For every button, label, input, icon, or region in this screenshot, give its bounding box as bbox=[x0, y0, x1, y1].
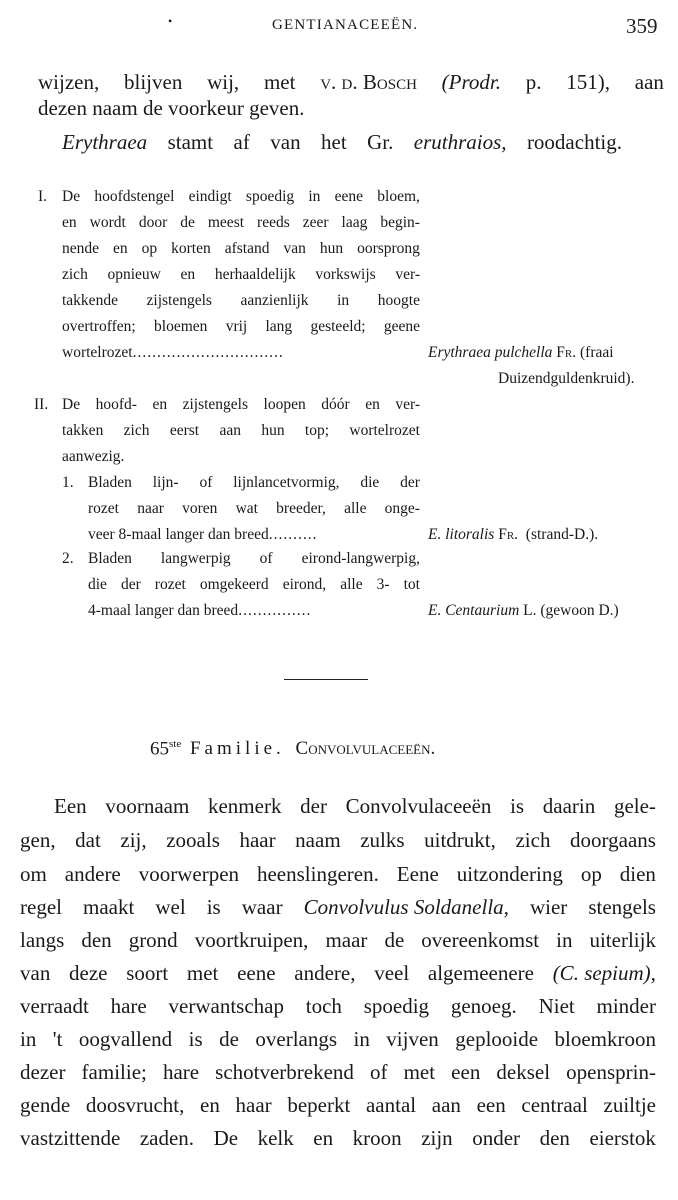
key-label-II: II. bbox=[34, 396, 49, 413]
word: de bbox=[384, 928, 405, 952]
word: kelk bbox=[257, 1126, 294, 1150]
word: takken bbox=[62, 422, 104, 439]
word: wat bbox=[235, 500, 258, 517]
word: omgekeerd bbox=[199, 576, 269, 593]
word: heenslingeren. bbox=[256, 862, 379, 886]
word: afstand bbox=[224, 240, 270, 257]
body-line-8 bbox=[20, 1027, 656, 1052]
word: hun bbox=[261, 422, 285, 439]
leader-dots: ............... bbox=[238, 602, 312, 619]
word: Bladen bbox=[88, 550, 132, 567]
word: op bbox=[141, 240, 158, 257]
key-label-1: 1. bbox=[62, 474, 74, 491]
key-I-line-2 bbox=[62, 214, 420, 232]
author-name: v. d. Bosch bbox=[320, 70, 417, 94]
word: minder bbox=[596, 994, 656, 1018]
key-II-last-line: aanwezig. bbox=[62, 448, 125, 465]
word: alle bbox=[344, 500, 367, 517]
word: rozet bbox=[88, 500, 119, 517]
key-I-result bbox=[428, 344, 614, 362]
word: overtroffen; bbox=[62, 318, 136, 335]
word: deze bbox=[69, 961, 108, 985]
word: begin- bbox=[380, 214, 420, 231]
word: in bbox=[308, 188, 321, 205]
body-line-5 bbox=[20, 928, 656, 953]
word: roodachtig. bbox=[526, 130, 622, 154]
body-line-4 bbox=[20, 895, 656, 920]
word: voren bbox=[182, 500, 218, 517]
word: hoogte bbox=[377, 292, 420, 309]
taxon-name: E. litoralis bbox=[428, 526, 495, 543]
body-line-7 bbox=[20, 994, 656, 1019]
word: is bbox=[510, 794, 525, 818]
word: die bbox=[360, 474, 380, 491]
word: zich bbox=[123, 422, 150, 439]
word: vrij bbox=[225, 318, 248, 335]
word: opnieuw bbox=[107, 266, 161, 283]
word: uitzondering bbox=[456, 862, 563, 886]
word: beperkt bbox=[287, 1093, 351, 1117]
body-line-10 bbox=[20, 1093, 656, 1118]
word: andere bbox=[64, 862, 121, 886]
word: den bbox=[539, 1126, 570, 1150]
word: der bbox=[400, 474, 420, 491]
word: Bladen bbox=[88, 474, 132, 491]
word: of bbox=[259, 550, 273, 567]
word bbox=[62, 130, 147, 155]
intro-line-3 bbox=[62, 130, 622, 155]
text-fragment: veer 8-maal langer dan breed bbox=[88, 526, 269, 543]
word: waar bbox=[241, 895, 283, 919]
word: den bbox=[81, 928, 112, 952]
word: wijzen, bbox=[38, 70, 100, 94]
word: top; bbox=[304, 422, 330, 439]
word: nende bbox=[62, 240, 100, 257]
word: Eene bbox=[396, 862, 439, 886]
word: zijstengels bbox=[182, 396, 249, 413]
word bbox=[442, 70, 501, 95]
page-number: 359 bbox=[626, 14, 658, 38]
common-name: (fraai bbox=[580, 344, 614, 361]
text-fragment: eruthraios, bbox=[413, 130, 507, 154]
text-fragment: 4-maal langer dan breed bbox=[88, 602, 239, 619]
word: vijven bbox=[386, 1027, 439, 1051]
body-line-11 bbox=[20, 1126, 656, 1151]
word: in bbox=[20, 1027, 37, 1051]
word: van bbox=[20, 961, 51, 985]
taxon-name: Convolvulus Soldanella, bbox=[303, 895, 509, 919]
word: overeenkomst bbox=[421, 928, 540, 952]
word: der bbox=[120, 576, 141, 593]
word: dien bbox=[619, 862, 656, 886]
word: eindigt bbox=[188, 188, 232, 205]
word: in bbox=[556, 928, 573, 952]
word: der bbox=[300, 794, 327, 818]
word: uiterlijk bbox=[589, 928, 656, 952]
word: oogvallend bbox=[78, 1027, 173, 1051]
word: een bbox=[476, 1093, 506, 1117]
word: zulks bbox=[360, 828, 405, 852]
taxon-author: Fr. bbox=[498, 526, 519, 543]
key-1-line-2 bbox=[88, 500, 420, 518]
key-1-line-1 bbox=[88, 474, 420, 492]
word: lijnlancetvormig, bbox=[233, 474, 340, 491]
key-1-result bbox=[428, 526, 598, 544]
intro-line-1 bbox=[38, 70, 664, 95]
word: vastzittende bbox=[20, 1126, 121, 1150]
word: Gr. bbox=[367, 130, 394, 154]
word: wier bbox=[529, 895, 568, 919]
taxon-name: Erythraea pulchella bbox=[428, 344, 553, 361]
word: in bbox=[337, 292, 350, 309]
word: schotverbrekend bbox=[215, 1060, 354, 1084]
word: eirond-langwerpig, bbox=[301, 550, 420, 567]
word: andere, bbox=[294, 961, 356, 985]
intro-line-2: dezen naam de voorkeur geven. bbox=[38, 96, 305, 120]
word: De bbox=[213, 1126, 239, 1150]
word: stamt bbox=[167, 130, 214, 154]
word: en bbox=[180, 266, 196, 283]
key-label-I: I. bbox=[38, 188, 48, 205]
leader-dots: ............................... bbox=[132, 344, 284, 361]
word: stengels bbox=[588, 895, 656, 919]
word: maakt bbox=[83, 895, 135, 919]
word: reeds bbox=[257, 214, 290, 231]
word: met bbox=[186, 961, 219, 985]
taxon-name: E. Centaurium bbox=[428, 602, 520, 619]
word: wel bbox=[155, 895, 186, 919]
word: met bbox=[263, 70, 296, 94]
word: zeer bbox=[302, 214, 329, 231]
word: kenmerk bbox=[207, 794, 282, 818]
word: 151), bbox=[566, 70, 611, 94]
word: daarin bbox=[542, 794, 596, 818]
word: aan bbox=[431, 1093, 461, 1117]
word: eirond, bbox=[282, 576, 327, 593]
word: veel bbox=[374, 961, 410, 985]
word: gele- bbox=[613, 794, 656, 818]
word: dóór bbox=[321, 396, 350, 413]
word: zuiltje bbox=[603, 1093, 656, 1117]
body-line-3 bbox=[20, 862, 656, 887]
word: en bbox=[365, 396, 380, 413]
word: en bbox=[200, 1093, 220, 1117]
word: aan bbox=[219, 422, 241, 439]
header-mark: • bbox=[168, 14, 173, 28]
word: om bbox=[20, 862, 47, 886]
key-label-2: 2. bbox=[62, 550, 74, 567]
word: Niet bbox=[538, 994, 575, 1018]
word: oorsprong bbox=[357, 240, 420, 257]
word: opensprin- bbox=[566, 1060, 656, 1084]
word: bloem, bbox=[377, 188, 420, 205]
body-line-1 bbox=[54, 794, 656, 819]
word: eene bbox=[237, 961, 276, 985]
word: is bbox=[188, 1027, 203, 1051]
word: wordt bbox=[89, 214, 126, 231]
word: aanzienlijk bbox=[240, 292, 309, 309]
word: gende bbox=[20, 1093, 71, 1117]
word: spoedig bbox=[245, 188, 295, 205]
word: De bbox=[62, 188, 81, 205]
word: en bbox=[313, 1126, 334, 1150]
body-line-2 bbox=[20, 828, 656, 853]
word: door bbox=[138, 214, 168, 231]
key-I-common-cont: Duizendguldenkruid). bbox=[498, 370, 635, 387]
word: eene bbox=[334, 188, 364, 205]
word: langwerpig bbox=[160, 550, 231, 567]
word: zooals bbox=[166, 828, 220, 852]
word: vorkswijs bbox=[315, 266, 376, 283]
word: en bbox=[152, 396, 168, 413]
word: p. bbox=[525, 70, 542, 94]
taxon-author: L. bbox=[523, 602, 537, 619]
word: 3- bbox=[376, 576, 390, 593]
word: bloemen bbox=[154, 318, 208, 335]
word: meest bbox=[207, 214, 245, 231]
text-fragment: (Prodr. bbox=[441, 70, 501, 94]
family-number-suffix: ste bbox=[169, 738, 182, 750]
word: van bbox=[283, 240, 306, 257]
word: ver- bbox=[395, 266, 420, 283]
word: De bbox=[62, 396, 81, 413]
word: op bbox=[580, 862, 602, 886]
word: gesteeld; bbox=[310, 318, 366, 335]
word: centraal bbox=[521, 1093, 588, 1117]
text-fragment: Erythraea bbox=[62, 130, 148, 154]
word: aan bbox=[634, 70, 664, 94]
word: wortelrozet bbox=[349, 422, 420, 439]
leader-dots: .......... bbox=[268, 526, 318, 543]
word bbox=[414, 130, 507, 155]
word: herhaaldelijk bbox=[214, 266, 296, 283]
word: langs bbox=[20, 928, 65, 952]
word: alle bbox=[340, 576, 363, 593]
taxon-author: Fr. bbox=[556, 344, 577, 361]
word: grond bbox=[128, 928, 178, 952]
taxon-name: (C. sepium), bbox=[552, 961, 656, 985]
word: met bbox=[403, 1060, 436, 1084]
section-divider bbox=[284, 679, 368, 680]
word: zijn bbox=[421, 1126, 453, 1150]
word: naam bbox=[295, 828, 341, 852]
word: geene bbox=[383, 318, 420, 335]
word: hare bbox=[162, 1060, 200, 1084]
key-2-last-line bbox=[88, 602, 311, 620]
word: loopen bbox=[263, 396, 306, 413]
word: takkende bbox=[62, 292, 118, 309]
word: overlangs bbox=[255, 1027, 338, 1051]
word: eerst bbox=[169, 422, 200, 439]
common-name: (gewoon D.) bbox=[540, 602, 619, 619]
word: die bbox=[88, 576, 107, 593]
word: rozet bbox=[154, 576, 186, 593]
word: hoofd- bbox=[95, 396, 137, 413]
word: wij, bbox=[207, 70, 240, 94]
word: eierstok bbox=[589, 1126, 656, 1150]
word: familie; bbox=[81, 1060, 147, 1084]
common-name: (strand-D.). bbox=[525, 526, 599, 543]
word: spoedig bbox=[363, 994, 430, 1018]
word: aantal bbox=[365, 1093, 417, 1117]
word: of bbox=[370, 1060, 388, 1084]
word: deksel bbox=[496, 1060, 551, 1084]
word: onder bbox=[472, 1126, 521, 1150]
word: hare bbox=[110, 994, 147, 1018]
word: Een bbox=[54, 794, 87, 818]
running-title: GENTIANACEEËN. bbox=[272, 17, 419, 33]
word: maar bbox=[325, 928, 368, 952]
word: korten bbox=[171, 240, 211, 257]
word: soort bbox=[126, 961, 169, 985]
word: doorgaans bbox=[570, 828, 656, 852]
key-I-line-1 bbox=[62, 188, 420, 206]
key-II-line-1 bbox=[62, 396, 420, 414]
body-line-6 bbox=[20, 961, 656, 986]
familie-label: Familie. bbox=[189, 738, 285, 760]
word: of bbox=[199, 474, 213, 491]
word: een bbox=[451, 1060, 481, 1084]
word: 't bbox=[52, 1027, 63, 1051]
word: af bbox=[233, 130, 250, 154]
text-fragment: wortelrozet bbox=[62, 344, 133, 361]
word: algemeenere bbox=[427, 961, 534, 985]
key-1-last-line bbox=[88, 526, 317, 544]
word: en bbox=[62, 214, 77, 231]
word: gen, bbox=[20, 828, 56, 852]
word: dat bbox=[75, 828, 101, 852]
word: geplooide bbox=[455, 1027, 539, 1051]
word: bloemkroon bbox=[554, 1027, 656, 1051]
key-I-last-line bbox=[62, 344, 284, 362]
word: kroon bbox=[352, 1126, 402, 1150]
word: het bbox=[321, 130, 347, 154]
word bbox=[304, 895, 509, 920]
word: hun bbox=[319, 240, 344, 257]
word: voorwerpen bbox=[138, 862, 240, 886]
word: de bbox=[219, 1027, 239, 1051]
word: uitdrukt, bbox=[424, 828, 496, 852]
word: lijn- bbox=[152, 474, 179, 491]
word: en bbox=[113, 240, 128, 257]
word: zich bbox=[62, 266, 88, 283]
word: zijstengels bbox=[146, 292, 212, 309]
word: Convolvulaceeën bbox=[345, 794, 492, 818]
key-I-line-6 bbox=[62, 318, 420, 336]
word: naar bbox=[137, 500, 164, 517]
key-2-line-1 bbox=[88, 550, 420, 568]
word: haar bbox=[235, 1093, 272, 1117]
word: van bbox=[270, 130, 301, 154]
key-I-line-5 bbox=[62, 292, 420, 310]
key-I-line-3 bbox=[62, 240, 420, 258]
word: is bbox=[206, 895, 221, 919]
word: tot bbox=[403, 576, 420, 593]
word: hoofdstengel bbox=[94, 188, 175, 205]
word: dezer bbox=[20, 1060, 66, 1084]
word: onge- bbox=[384, 500, 420, 517]
word: haar bbox=[239, 828, 276, 852]
word: lang bbox=[265, 318, 293, 335]
body-line-9 bbox=[20, 1060, 656, 1085]
word: toch bbox=[305, 994, 342, 1018]
word: verraadt bbox=[20, 994, 89, 1018]
family-name: Convolvulaceeën. bbox=[295, 738, 436, 760]
word: doosvrucht, bbox=[85, 1093, 185, 1117]
section-heading bbox=[150, 738, 435, 760]
word bbox=[553, 961, 656, 986]
word: ver- bbox=[395, 396, 420, 413]
family-number: 65 bbox=[150, 738, 169, 760]
word: in bbox=[353, 1027, 370, 1051]
word: verwantschap bbox=[168, 994, 284, 1018]
word: voortkruipen, bbox=[194, 928, 309, 952]
word: de bbox=[180, 214, 195, 231]
key-2-line-2 bbox=[88, 576, 420, 594]
key-2-result bbox=[428, 602, 619, 620]
word: breeder, bbox=[276, 500, 326, 517]
word: laag bbox=[341, 214, 368, 231]
word: genoeg. bbox=[450, 994, 517, 1018]
word: zaden. bbox=[139, 1126, 195, 1150]
key-II-line-2 bbox=[62, 422, 420, 440]
word: zich bbox=[515, 828, 551, 852]
key-I-line-4 bbox=[62, 266, 420, 284]
word: zij, bbox=[120, 828, 147, 852]
word: regel bbox=[20, 895, 62, 919]
word: voornaam bbox=[105, 794, 190, 818]
word: blijven bbox=[124, 70, 183, 94]
